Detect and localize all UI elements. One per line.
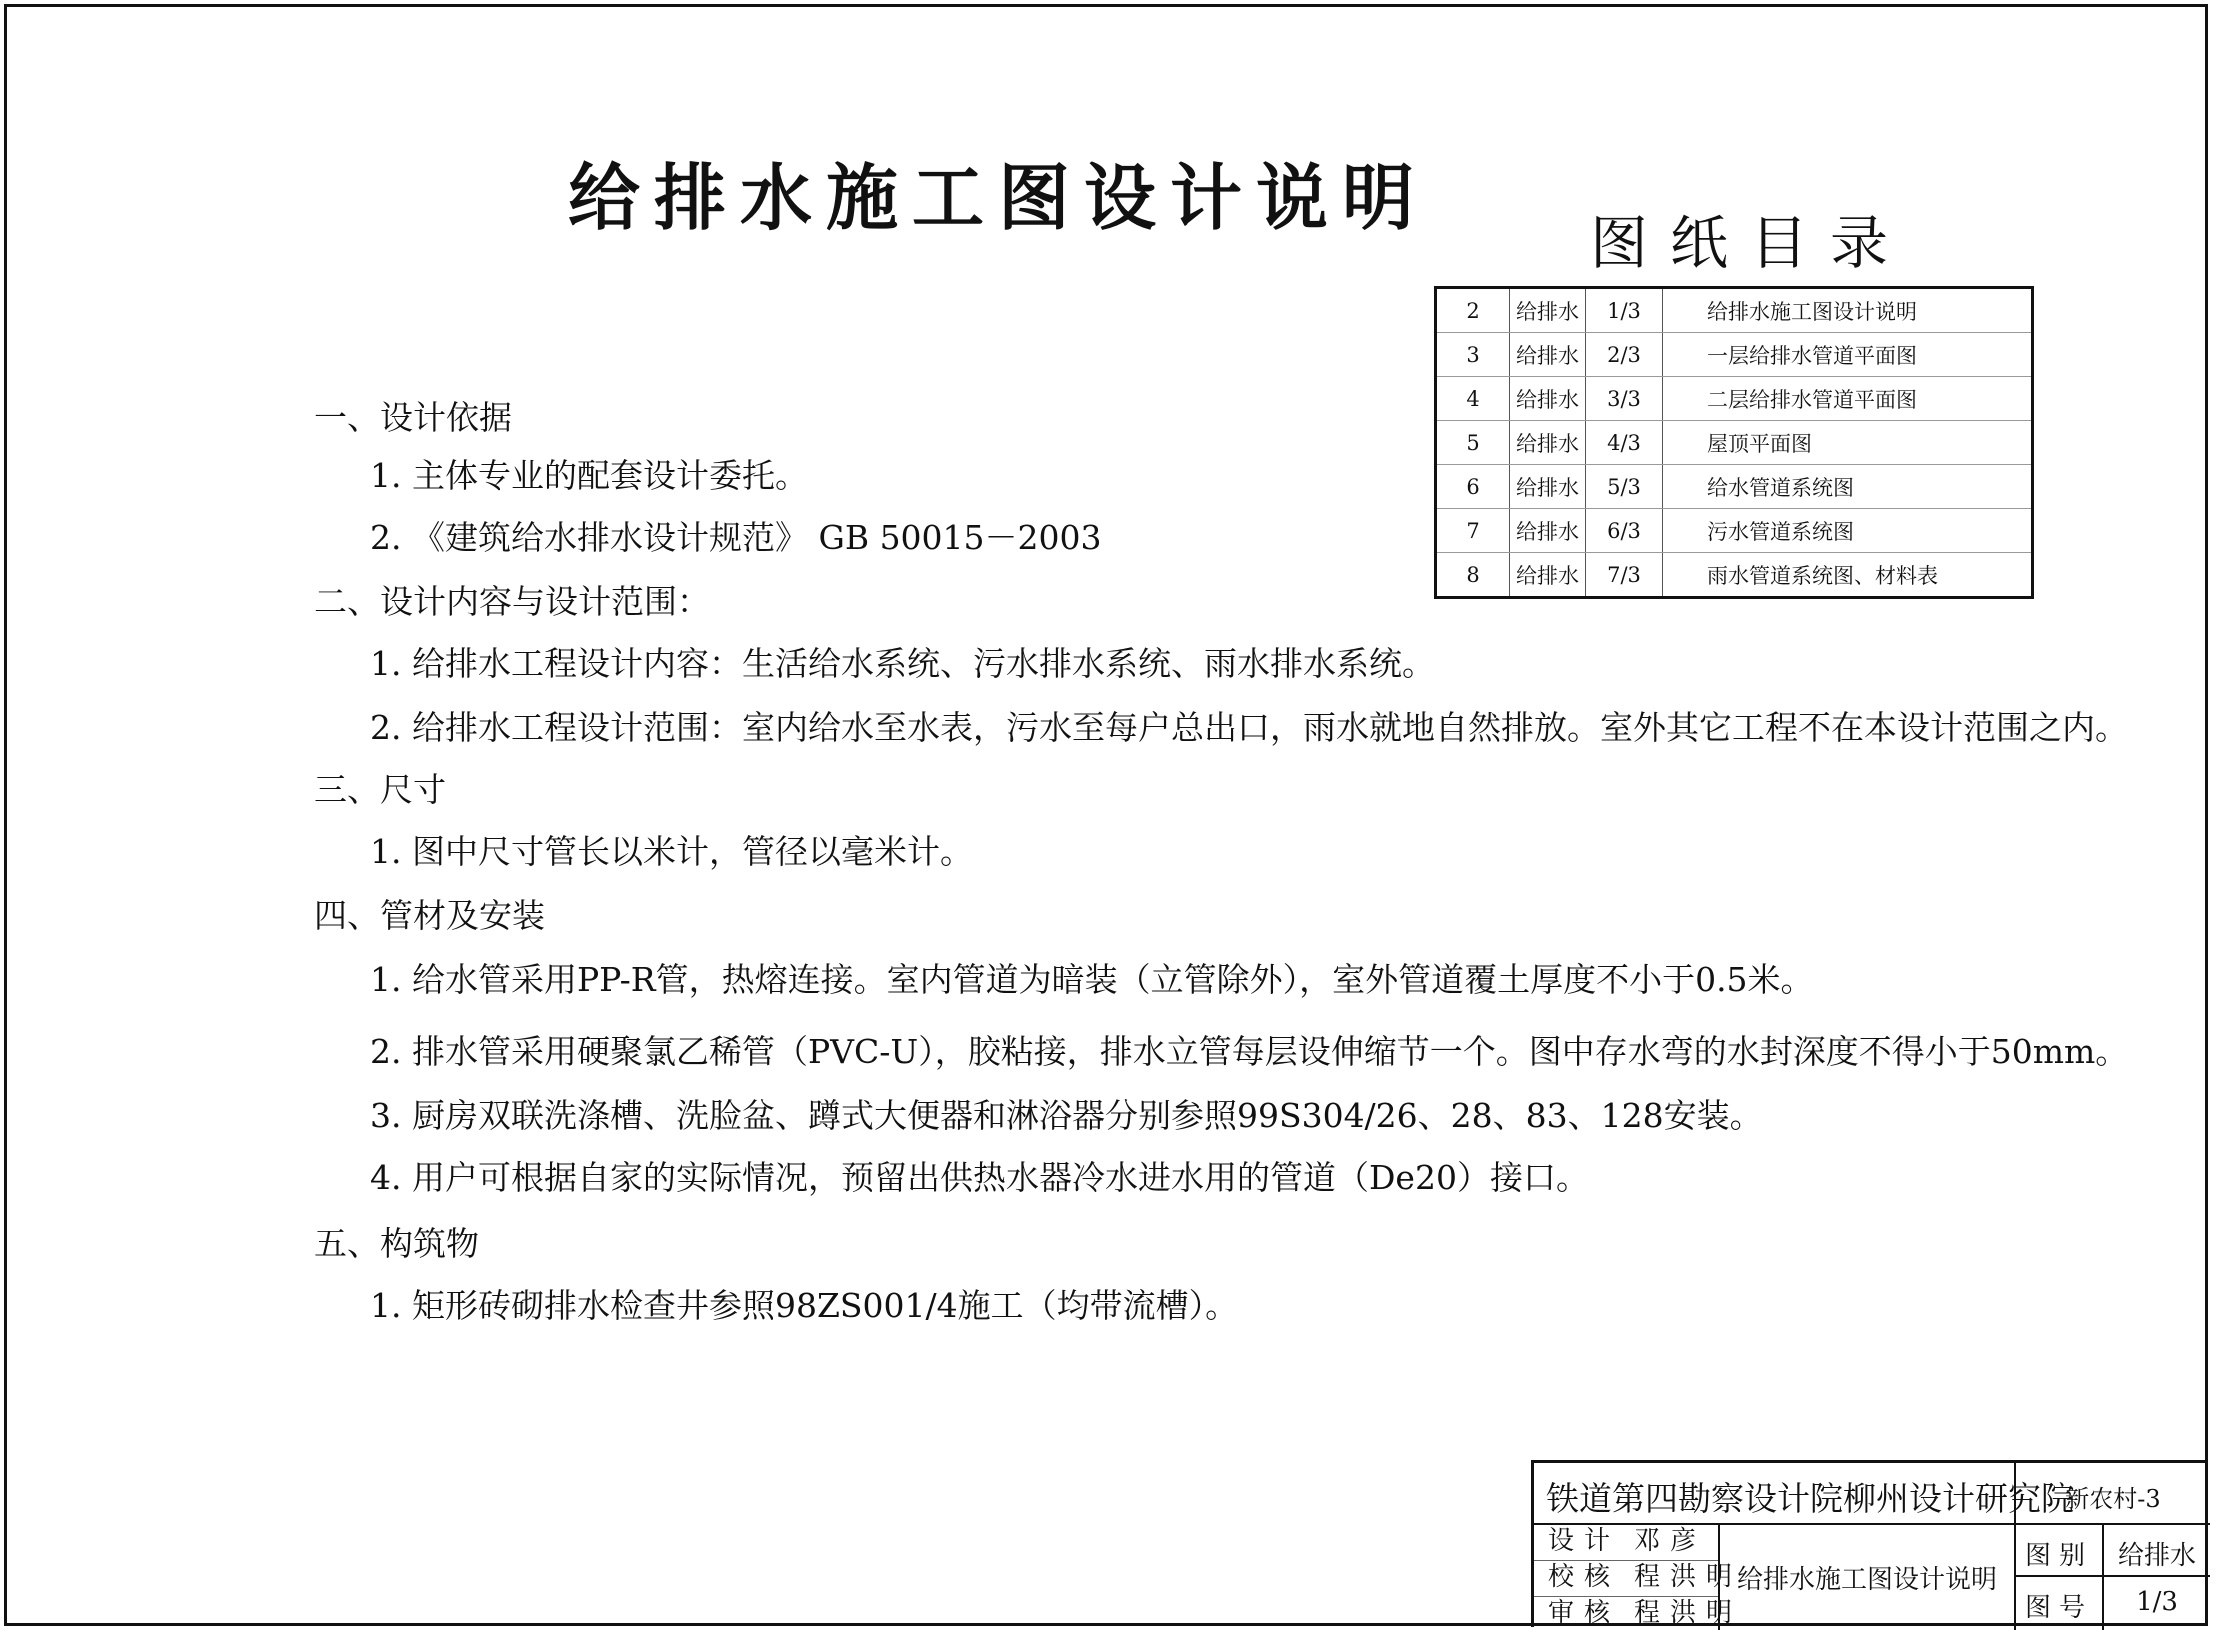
- section-item: 1. 主体专业的配套设计委托。: [370, 456, 808, 495]
- table-row: 5 给排水 4/3 屋顶平面图: [1436, 421, 2033, 465]
- number-value: 1/3: [2136, 1587, 2178, 1617]
- section-item: 3. 厨房双联洗涤槽、洗脸盆、蹲式大便器和淋浴器分别参照99S304/26、28、83、128安装。: [370, 1096, 1763, 1135]
- section-item: 1. 图中尺寸管长以米计，管径以毫米计。: [370, 832, 973, 871]
- section-heading: 一、设计依据: [314, 398, 512, 437]
- organization-name: 铁道第四勘察设计院柳州设计研究院: [1534, 1463, 2016, 1525]
- role-row: 校核 程洪明: [1534, 1561, 1718, 1597]
- category-value: 给排水: [2104, 1525, 2210, 1577]
- section-heading: 二、设计内容与设计范围：: [314, 582, 710, 621]
- section-heading: 五、构筑物: [314, 1224, 479, 1263]
- drawing-directory-table: [1434, 286, 2034, 599]
- table-row: 8 给排水 7/3 雨水管道系统图、材料表: [1436, 553, 2033, 598]
- directory-title: 图纸目录: [1590, 209, 1911, 277]
- signature-roles: [1534, 1525, 1743, 1630]
- section-item: 1. 矩形砖砌排水检查井参照98ZS001/4施工（均带流槽）。: [370, 1286, 1239, 1325]
- section-item: 1. 给排水工程设计内容：生活给水系统、污水排水系统、雨水排水系统。: [370, 644, 1435, 683]
- table-row: 4 给排水 3/3 二层给排水管道平面图: [1436, 377, 2033, 421]
- number-label: 图号: [2016, 1577, 2104, 1630]
- table-row: 2 给排水 1/3 给排水施工图设计说明: [1436, 288, 2033, 333]
- document-title: 给排水施工图设计说明: [567, 156, 1428, 240]
- section-item: 2. 排水管采用硬聚氯乙稀管（PVC-U），胶粘接，排水立管每层设伸缩节一个。图中存水弯的水封深度不得小于50mm。: [370, 1032, 2129, 1071]
- table-row: 3 给排水 2/3 一层给排水管道平面图: [1436, 333, 2033, 377]
- project-name: 新农村-3: [2016, 1463, 2210, 1525]
- section-item: 1. 给水管采用PP-R管，热熔连接。室内管道为暗装（立管除外），室外管道覆土厚度不小于0.5米。: [370, 960, 1814, 999]
- section-item: 2. 《建筑给水排水设计规范》 GB 50015－2003: [370, 518, 1102, 557]
- category-label: 图别: [2016, 1525, 2104, 1577]
- table-row: 7 给排水 6/3 污水管道系统图: [1436, 509, 2033, 553]
- section-item: 4. 用户可根据自家的实际情况，预留出供热水器冷水进水用的管道（De20）接口。: [370, 1158, 1589, 1197]
- section-item: 2. 给排水工程设计范围：室内给水至水表，污水至每户总出口，雨水就地自然排放。室外其它工程不在本设计范围之内。: [370, 708, 2128, 747]
- role-row: 审核 程洪明: [1548, 1598, 1743, 1628]
- section-heading: 三、尺寸: [314, 770, 446, 809]
- drawing-name: 给排水施工图设计说明: [1720, 1525, 2016, 1630]
- table-row: 6 给排水 5/3 给水管道系统图: [1436, 465, 2033, 509]
- section-heading: 四、管材及安装: [314, 896, 545, 935]
- role-row: 设计 邓彦: [1534, 1525, 1718, 1561]
- title-block: [1531, 1460, 2207, 1627]
